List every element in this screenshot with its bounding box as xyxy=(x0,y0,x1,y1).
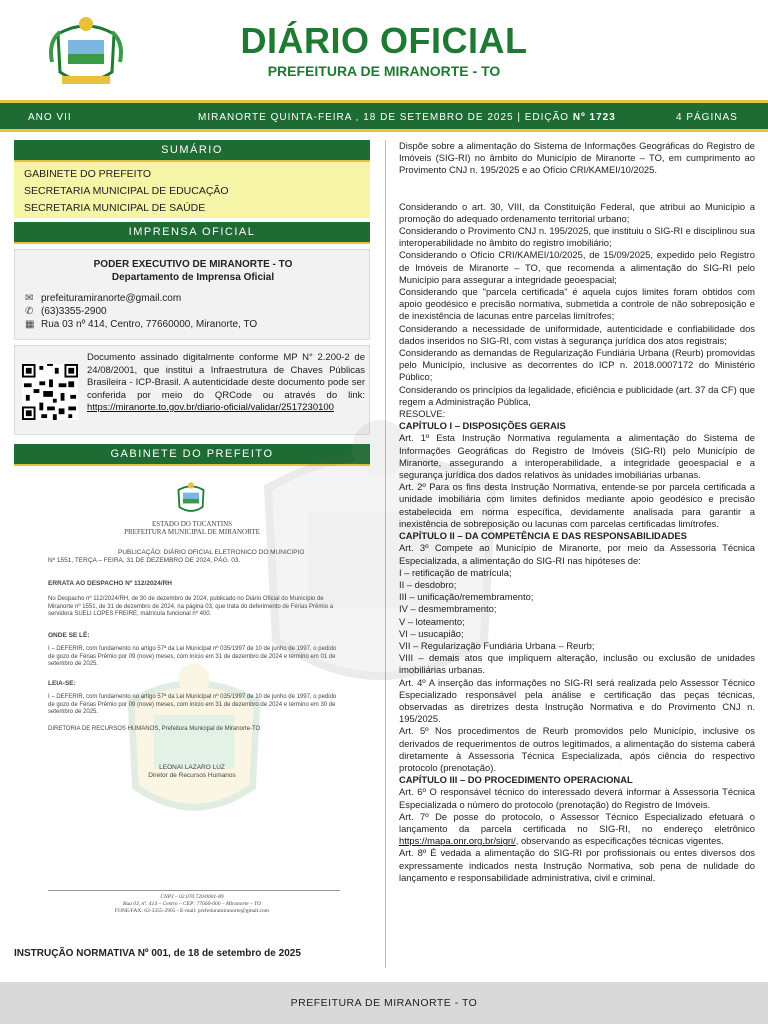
body-paragraph: Art. 8º É vedada a alimentação do SIG-RI por profissionais ou entes diversos dos expressamente indicados nesta Instrução Normativa, sob pena de nulidade do lançamento e responsabilidade administrativa, civil e criminal. xyxy=(399,847,755,883)
page-footer: PREFEITURA DE MIRANORTE - TO xyxy=(0,982,768,1024)
org-name: PODER EXECUTIVO DE MIRANORTE - TO xyxy=(93,259,293,270)
body-paragraph: Art. 3º Compete ao Município de Miranorte, por meio da Assessoria Técnica Especializada, a alimentação do SIG-RI nas hipóteses de: xyxy=(399,542,755,566)
chapter-heading: CAPÍTULO I – DISPOSIÇÕES GERAIS xyxy=(399,420,566,432)
building-icon: ▦ xyxy=(25,319,35,330)
prefeitura-label: PREFEITURA MUNICIPAL DE MIRANORTE xyxy=(124,528,260,536)
header xyxy=(0,0,768,100)
sumario-list xyxy=(14,162,370,218)
body-paragraph: Considerando o art. 30, VIII, da Constituição Federal, que atribui ao Município a promoção do adequado ordenamento territorial urbano; xyxy=(399,200,755,224)
onde-se-le-label: ONDE SE LÊ: xyxy=(48,632,90,639)
sumario-item[interactable]: GABINETE DO PREFEITO xyxy=(24,168,151,180)
gabinete-heading: GABINETE DO PREFEITO xyxy=(14,444,370,466)
body-paragraph: Considerando que "parcela certificada" é aquela cujos limites foram obtidos com apoio geodésico e precisão normativa, submetida a controle de não sobreposição e de inexistência de lacunas entre parcelas limítrofes; xyxy=(399,286,755,322)
qrcode-icon[interactable] xyxy=(21,364,79,420)
list-item: II – desdobro; xyxy=(399,578,457,590)
errata-body: No Despacho nº 112/2024/RH, de 30 de dezembro de 2024, publicado no Diário Oficial do Município de Miranorte nº 1551, de 31 de dezembro de 2024, na página 03, que trata do deferimento de Férias Prêmio a servidora SUELI LOPES FREIRE, matrícula funcional nº 400. xyxy=(48,596,334,617)
date-edition-label: MIRANORTE QUINTA-FEIRA , 18 DE SETEMBRO DE 2025 | EDIÇÃO Nº 1723 xyxy=(198,112,616,123)
imprensa-card xyxy=(14,249,370,340)
body-paragraph: Art. 7º De posse do protocolo, o Assessor Técnico Especializado efetuará o lançamento da parcela certificada no SIG-RI, no endereço eletrônico https://mapa.onr.org.br/sigri/, observando as especificações técnicas vigentes. xyxy=(399,810,755,847)
phone-value: (63)3355-2900 xyxy=(41,306,107,317)
body-paragraph: RESOLVE: xyxy=(399,408,446,420)
list-item: VI – usucapião; xyxy=(399,627,464,639)
sumario-item[interactable]: SECRETARIA MUNICIPAL DE SAÚDE xyxy=(24,202,206,214)
list-item: IV – desmembramento; xyxy=(399,603,497,615)
body-paragraph: Art. 6º O responsável técnico do interessado deverá informar à Assessoria Técnica Especializada o número do protocolo (prenotação) do Registro de Imóveis. xyxy=(399,786,755,810)
envelope-icon: ✉ xyxy=(25,293,34,304)
list-item: VII – Regularização Fundiária Urbana – Reurb; xyxy=(399,639,595,651)
list-item: III – unificação/remembramento; xyxy=(399,591,534,603)
edition-info-bar xyxy=(0,100,768,132)
body-paragraph: Art. 1º Esta Instrução Normativa regulamenta a alimentação do Sistema de Informações Geográficas do Registro de Imóveis (SIG-RI) pelo Município de Miranorte, assegurando a interoperabilidade, a integridade geoespacial e a segurança jurídica dos dados relativos às unidades imobiliárias urbanas. xyxy=(399,432,755,481)
dept-name: Departamento de Imprensa Oficial xyxy=(111,272,275,283)
body-paragraph: Art. 5º Nos procedimentos de Reurb promovidos pelo Município, inclusive os derivados de requerimentos de outros legitimados, a alimentação do sistema caberá diretamente à Assessoria Técnica Especializada, após ciência do respectivo protocolo (prenotação). xyxy=(399,725,755,773)
signer-role: Diretor de Recursos Humanos xyxy=(148,772,236,779)
scan-divider xyxy=(48,890,340,891)
phone-icon: ✆ xyxy=(25,306,34,317)
chapter-heading: CAPÍTULO II – DA COMPETÊNCIA E DAS RESPONSABILIDADES xyxy=(399,530,687,542)
pages-count: 4 PÁGINAS xyxy=(676,112,738,123)
onde-body: I – DEFERIR, com fundamento no artigo 57ª da Lei Municipal nº 035/1997 de 10 de junho de 1997, o pedido de gozo de Férias Prêmio por 09 (nove) meses, com início em 31 de dezembro de 2024 e término em 01 de setembro de 2025. xyxy=(48,646,337,667)
body-paragraph: Considerando a necessidade de uniformidade, autenticidade e confiabilidade dos dados inseridos no SIG-RI, com vistas à segurança jurídica dos atos registrais; xyxy=(399,322,755,346)
validation-link[interactable]: https://miranorte.to.gov.br/diario-oficial/validar/2517230100 xyxy=(87,402,334,413)
body-paragraph: Art. 2º Para os fins desta Instrução Normativa, entende-se por parcela certificada a unidade imobiliária com limites definidos mediante apoio geodésico e precisão estabelecida em norma específica, devidamente analisada para garantir a inexistência de sobreposição ou lacunas com parcelas certificadas limítrofes. xyxy=(399,481,755,529)
leia-body: I – DEFERIR, com fundamento no artigo 57ª da Lei Municipal nº 035/1997 de 10 de junho de 1997, o pedido de gozo de Férias Prêmio por 09 (nove) meses, com início em 31 de dezembro de 2024 e término em 30 de setembro de 2025. xyxy=(48,694,337,715)
sigri-link[interactable]: https://mapa.onr.org.br/sigri/ xyxy=(399,835,516,847)
body-paragraph: Considerando o Ofício CRI/KAMEI/10/2025, de 15/09/2025, expedido pelo Registro de Imóveis de Miranorte – TO, que recomenda a alimentação do SIG-RI pelo Município para assegurar a integridade geoespacial; xyxy=(399,249,755,285)
year-label: ANO VII xyxy=(28,112,72,123)
list-item: VIII – demais atos que impliquem alteração, inclusão ou exclusão de unidades imobiliárias urbanas. xyxy=(399,652,755,676)
body-paragraph: Art. 4º A inserção das informações no SIG-RI será realizada pelo Assessor Técnico Especializado responsável pela análise e certificação das peças técnicas, observadas as diretrizes desta Instrução Normativa e do Provimento CNJ n. 195/2025. xyxy=(399,676,755,725)
page-subtitle: PREFEITURA DE MIRANORTE - TO xyxy=(267,63,501,79)
imprensa-heading: IMPRENSA OFICIAL xyxy=(14,222,370,244)
sumario-item[interactable]: SECRETARIA MUNICIPAL DE EDUCAÇÃO xyxy=(24,185,229,197)
signature-text: Documento assinado digitalmente conforme MP N° 2.200-2 de 24/08/2001, que institui a Infraestrutura de Chaves Públicas Brasileira - ICP-Brasil. A autenticidade deste documento pode ser conferida por meio do QRCode ou através do link: https://miranorte.to.gov.br/diario-oficial/validar/2517230100 xyxy=(87,352,365,413)
diretoria-line: DIRETORIA DE RECURSOS HUMANOS, Prefeitura Municipal de Miranorte-TO xyxy=(48,726,261,732)
address-row xyxy=(25,319,257,330)
instrucao-title: INSTRUÇÃO NORMATIVA Nº 001, de 18 de setembro de 2025 xyxy=(14,948,301,959)
fone-line: FONE/FAX: 63-3355-2905 - E-mail: prefeituramiranorte@gmail.com xyxy=(114,908,270,914)
address-value: Rua 03 nº 414, Centro, 77660000, Miranorte, TO xyxy=(41,319,258,330)
body-paragraph: Considerando o Provimento CNJ n. 195/2025, que instituiu o SIG-RI e disciplinou sua interoperabilidade no âmbito do registro imobiliário; xyxy=(399,225,755,249)
email-value[interactable]: prefeituramiranorte@gmail.com xyxy=(41,293,182,304)
errata-title: ERRATA AO DESPACHO Nº 112/2024/RH xyxy=(48,580,172,587)
signer-name: LEONAI LAZARO LUZ xyxy=(159,764,225,771)
publicacao-line2: Nº 1551, TERÇA – FEIRA, 31 DE DEZEMBRO DE 2024, PÁG. 03. xyxy=(48,557,241,564)
instruction-body xyxy=(399,140,755,884)
body-paragraph: Dispõe sobre a alimentação do Sistema de Informações Geográficas do Registro de Imóveis (SIG-RI) no âmbito do Município de Miranorte – TO, em cumprimento ao Provimento CNJ n. 195/2025 e ao Ofício CRI/KAMEI/10/2025. xyxy=(399,140,755,176)
list-item: I – retificação de matrícula; xyxy=(399,566,512,578)
email-row xyxy=(25,293,181,304)
phone-row xyxy=(25,306,107,317)
body-paragraph: Considerando os princípios da legalidade, eficiência e publicidade (art. 37 da CF) que regem a Administração Pública, xyxy=(399,383,755,407)
chapter-heading: CAPÍTULO III – DO PROCEDIMENTO OPERACIONAL xyxy=(399,774,633,786)
address-line: Rua 03, nº. 414 – Centro – CEP: 77660-000 – Miranorte – TO xyxy=(123,901,261,907)
list-item: V – loteamento; xyxy=(399,615,465,627)
page-title: DIÁRIO OFICIAL xyxy=(240,20,528,61)
estado-label: ESTADO DO TOCANTINS xyxy=(151,520,233,528)
publicacao-line: PUBLICAÇÃO: DIÁRIO OFICIAL ELETRONICO DO MUNICIPIO xyxy=(118,549,305,556)
body-paragraph: Considerando as demandas de Regularização Fundiária Urbana (Reurb) promovidas pelo Município, inclusive as decorrentes do ICP n. 2018.0007172 do Ministério Público; xyxy=(399,347,755,383)
sumario-heading: SUMÁRIO xyxy=(14,140,370,162)
cnpj-line: CNPJ – 02.070.720/0001-89 xyxy=(160,894,224,900)
leia-se-label: LEIA-SE: xyxy=(48,680,76,687)
